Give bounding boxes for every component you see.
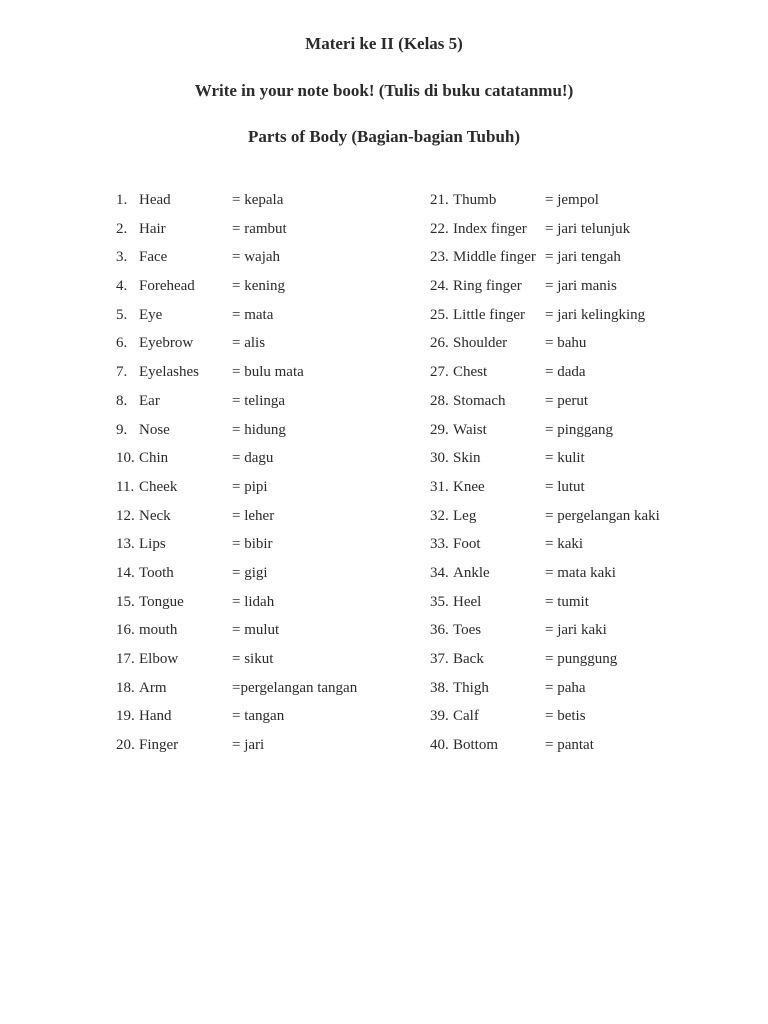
indonesian-translation: = bibir: [232, 536, 273, 553]
english-term: Skin: [453, 450, 481, 467]
english-term: Cheek: [139, 478, 178, 495]
english-term: Tongue: [139, 593, 184, 610]
indonesian-translation: = kepala: [232, 192, 284, 208]
indonesian-translation: = punggung: [545, 651, 618, 667]
english-term: Hand: [139, 708, 172, 725]
item-number: 32.: [430, 507, 449, 524]
indonesian-translation: = tumit: [545, 593, 589, 610]
english-term: Hair: [139, 220, 166, 237]
item-number: 7.: [116, 364, 128, 381]
english-term: Chest: [453, 364, 488, 381]
english-term: Ankle: [453, 564, 490, 581]
indonesian-translation: = jari kelingking: [545, 306, 646, 323]
item-number: 24.: [430, 278, 449, 295]
english-term: Eyelashes: [139, 364, 199, 381]
indonesian-translation: = hidung: [232, 421, 286, 438]
english-term: Middle finger: [453, 249, 536, 266]
item-number: 33.: [430, 536, 449, 553]
item-number: 11.: [116, 478, 135, 495]
indonesian-translation: = mulut: [232, 622, 280, 639]
item-number: 38.: [430, 679, 449, 696]
item-number: 23.: [430, 249, 449, 266]
item-number: 16.: [116, 622, 135, 639]
english-term: Nose: [139, 421, 170, 438]
indonesian-translation: = kening: [232, 278, 286, 295]
indonesian-translation: = tangan: [232, 708, 285, 725]
english-term: Tooth: [139, 564, 174, 581]
indonesian-translation: = pipi: [232, 478, 268, 495]
item-number: 27.: [430, 364, 449, 381]
english-term: Shoulder: [453, 335, 508, 352]
indonesian-translation: = pinggang: [545, 421, 614, 438]
item-number: 12.: [116, 507, 135, 524]
indonesian-translation: = mata kaki: [545, 564, 616, 581]
indonesian-translation: = lutut: [545, 478, 585, 495]
indonesian-translation: = jempol: [545, 192, 599, 208]
english-term: Ring finger: [453, 278, 522, 295]
english-term: Back: [453, 651, 484, 667]
indonesian-translation: = kaki: [545, 536, 584, 553]
item-number: 29.: [430, 421, 449, 438]
item-number: 28.: [430, 392, 449, 409]
item-number: 22.: [430, 220, 449, 237]
item-number: 18.: [116, 679, 135, 696]
item-number: 17.: [116, 651, 135, 667]
item-number: 40.: [430, 737, 449, 754]
item-number: 25.: [430, 306, 449, 323]
indonesian-translation: = jari tengah: [545, 249, 621, 266]
indonesian-translation: = bahu: [545, 335, 587, 352]
english-term: Little finger: [453, 306, 526, 323]
english-term: Leg: [453, 507, 477, 524]
item-number: 4.: [116, 278, 128, 295]
indonesian-translation: = betis: [545, 708, 586, 725]
indonesian-translation: = bulu mata: [232, 364, 304, 381]
item-number: 6.: [116, 335, 128, 352]
item-number: 36.: [430, 622, 449, 639]
english-term: Forehead: [139, 278, 195, 295]
item-number: 30.: [430, 450, 449, 467]
indonesian-translation: = alis: [232, 335, 266, 352]
english-term: Finger: [139, 737, 179, 754]
indonesian-translation: = kulit: [545, 450, 585, 467]
indonesian-translation: = perut: [545, 392, 589, 409]
item-number: 39.: [430, 708, 449, 725]
item-number: 2.: [116, 220, 128, 237]
indonesian-translation: = jari telunjuk: [545, 220, 631, 237]
indonesian-translation: = mata: [232, 306, 274, 323]
indonesian-translation: = wajah: [232, 249, 281, 266]
item-number: 35.: [430, 593, 449, 610]
english-term: Face: [139, 249, 168, 266]
document-title: Materi ke II (Kelas 5): [305, 34, 463, 53]
item-number: 14.: [116, 564, 135, 581]
item-number: 15.: [116, 593, 135, 610]
english-term: Head: [139, 192, 171, 208]
item-number: 13.: [116, 536, 135, 553]
topic-heading: Parts of Body (Bagian-bagian Tubuh): [247, 127, 521, 146]
english-term: Toes: [453, 622, 482, 639]
item-number: 34.: [430, 564, 449, 581]
item-number: 20.: [116, 737, 135, 754]
english-term: Thigh: [453, 679, 489, 696]
indonesian-translation: = pergelangan kaki: [545, 507, 660, 524]
indonesian-translation: = pantat: [545, 737, 594, 754]
instruction-text: Write in your note book! (Tulis di buku catatanmu!): [194, 81, 574, 100]
item-number: 8.: [116, 392, 128, 409]
indonesian-translation: = jari: [232, 737, 265, 754]
english-term: Chin: [139, 450, 169, 467]
item-number: 10.: [116, 450, 135, 467]
item-number: 9.: [116, 421, 128, 438]
indonesian-translation: = leher: [232, 507, 275, 524]
item-number: 19.: [116, 708, 135, 725]
indonesian-translation: = dagu: [232, 450, 274, 467]
english-term: Thumb: [453, 192, 497, 208]
english-term: Bottom: [453, 737, 499, 754]
item-number: 26.: [430, 335, 449, 352]
english-term: Heel: [453, 593, 482, 610]
indonesian-translation: = telinga: [232, 392, 286, 409]
english-term: mouth: [139, 622, 178, 639]
english-term: Lips: [139, 536, 166, 553]
item-number: 5.: [116, 306, 128, 323]
indonesian-translation: = paha: [545, 679, 586, 696]
english-term: Elbow: [139, 651, 179, 667]
english-term: Knee: [453, 478, 485, 495]
item-number: 37.: [430, 651, 449, 667]
english-term: Stomach: [453, 392, 506, 409]
english-term: Ear: [139, 392, 160, 409]
indonesian-translation: = jari manis: [545, 278, 617, 295]
english-term: Index finger: [453, 220, 527, 237]
indonesian-translation: = dada: [545, 364, 586, 381]
english-term: Waist: [453, 421, 487, 438]
english-term: Eye: [139, 306, 163, 323]
indonesian-translation: = sikut: [232, 651, 274, 667]
english-term: Eyebrow: [139, 335, 194, 352]
indonesian-translation: = rambut: [232, 220, 287, 237]
item-number: 1.: [116, 192, 128, 208]
item-number: 31.: [430, 478, 449, 495]
item-number: 21.: [430, 192, 449, 208]
english-term: Calf: [453, 708, 479, 725]
english-term: Arm: [139, 679, 167, 696]
indonesian-translation: = gigi: [232, 564, 268, 581]
english-term: Neck: [139, 507, 171, 524]
indonesian-translation: = lidah: [232, 593, 275, 610]
item-number: 3.: [116, 249, 128, 266]
indonesian-translation: =pergelangan tangan: [232, 679, 358, 696]
indonesian-translation: = jari kaki: [545, 622, 607, 639]
english-term: Foot: [453, 536, 481, 553]
